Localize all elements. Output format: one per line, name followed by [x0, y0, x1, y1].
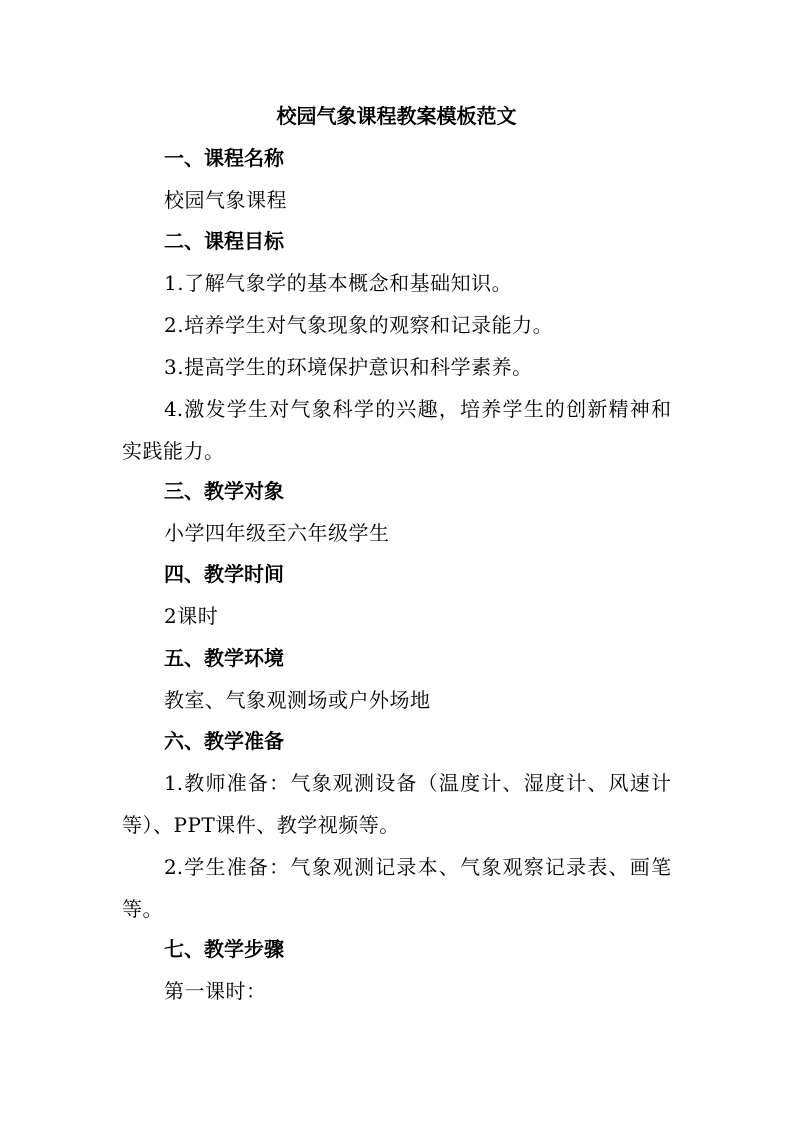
goal-item-4-continued: 实践能力。	[122, 439, 225, 463]
teaching-time-text: 2课时	[164, 604, 219, 628]
section-heading-teaching-environment: 五、教学环境	[164, 646, 284, 670]
teaching-audience-text: 小学四年级至六年级学生	[164, 521, 390, 545]
section-heading-teaching-preparation: 六、教学准备	[164, 729, 284, 753]
teacher-preparation: 1.教师准备：气象观测设备（温度计、湿度计、风速计	[164, 771, 671, 795]
teacher-preparation-continued: 等）、PPT课件、教学视频等。	[122, 813, 400, 837]
first-lesson-label: 第一课时：	[164, 979, 267, 1003]
goal-item-3: 3.提高学生的环境保护意识和科学素养。	[164, 355, 533, 379]
document-title: 校园气象课程教案模板范文	[276, 104, 517, 128]
section-heading-course-goals: 二、课程目标	[164, 229, 284, 253]
student-preparation-continued: 等。	[122, 897, 163, 921]
teaching-environment-text: 教室、气象观测场或户外场地	[164, 688, 431, 712]
course-name-text: 校园气象课程	[164, 188, 287, 212]
student-preparation: 2.学生准备：气象观测记录本、气象观察记录表、画笔	[164, 855, 671, 879]
goal-item-1: 1.了解气象学的基本概念和基础知识。	[164, 271, 513, 295]
section-heading-teaching-steps: 七、教学步骤	[164, 937, 284, 961]
goal-item-2: 2.培养学生对气象现象的观察和记录能力。	[164, 313, 554, 337]
section-heading-teaching-audience: 三、教学对象	[164, 479, 284, 503]
goal-item-4: 4.激发学生对气象科学的兴趣，培养学生的创新精神和	[164, 397, 671, 421]
section-heading-teaching-time: 四、教学时间	[164, 562, 284, 586]
section-heading-course-name: 一、课程名称	[164, 146, 284, 170]
